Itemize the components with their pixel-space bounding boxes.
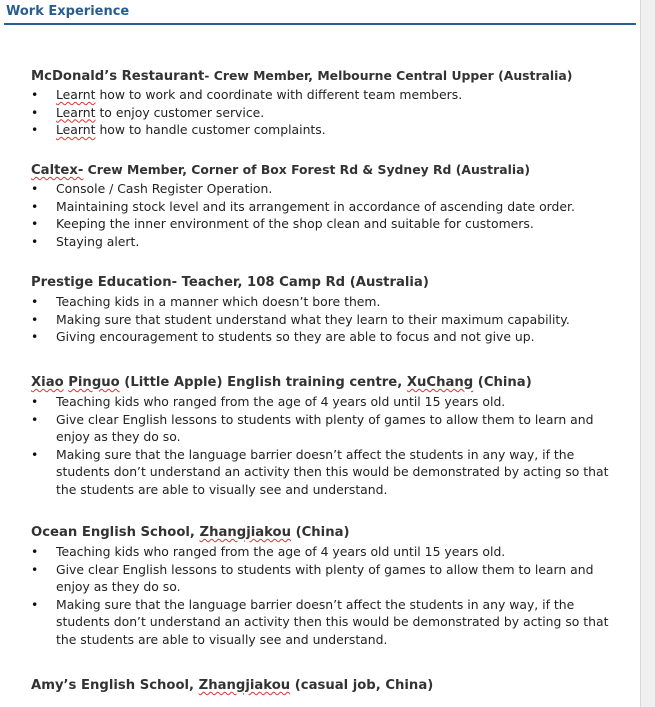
- list-item: • Making sure that student understand what they learn to their maximum capability.: [31, 311, 621, 329]
- role-location: Crew Member, Corner of Box Forest Rd & Sydney Rd (Australia): [83, 162, 531, 177]
- list-item: • Giving encouragement to students so they are able to focus and not give up.: [31, 328, 621, 346]
- job-amys-english: [31, 676, 621, 696]
- job-title: Amy’s English School, Zhangjiakou (casual job, China): [31, 678, 434, 693]
- list-item: • Making sure that the language barrier doesn’t affect the students in any way, if the students don’t understand an activity then this would be demonstrated by acting so that the students are able to visually see and understand.: [31, 596, 621, 649]
- spellcheck-word: Learnt: [56, 104, 96, 120]
- vertical-scrollbar[interactable]: [640, 0, 655, 707]
- job-caltex: [31, 160, 621, 250]
- job-little-apple: [31, 373, 621, 498]
- list-item: • Keeping the inner environment of the shop clean and suitable for customers.: [31, 215, 621, 233]
- job-title: [31, 66, 621, 86]
- list-item: • Teaching kids who ranged from the age of 4 years old until 15 years old.: [31, 543, 621, 561]
- list-item: • Teaching kids in a manner which doesn’t bore them.: [31, 293, 621, 311]
- list-item: • Maintaining stock level and its arrangement in accordance of ascending date order.: [31, 198, 621, 216]
- section-heading-bar: [4, 3, 636, 25]
- list-item: • Learnt to enjoy customer service.: [31, 104, 621, 122]
- list-item: • Making sure that the language barrier doesn’t affect the students in any way, if the students don’t understand an activity then this would be demonstrated by acting so that the students are able to visually see and understand.: [31, 446, 621, 499]
- job-ocean-english: [31, 523, 621, 648]
- role-location: - Crew Member, Melbourne Central Upper (Australia): [204, 68, 573, 83]
- employer-name: Caltex-: [31, 163, 84, 178]
- job-title: [31, 160, 621, 180]
- job-title: Prestige Education- Teacher, 108 Camp Rd (Australia): [31, 275, 429, 290]
- spellcheck-word: Learnt: [56, 87, 96, 102]
- job-prestige-education: [31, 273, 621, 346]
- list-item: • Give clear English lessons to students with plenty of games to allow them to learn and enjoy as they do so.: [31, 561, 621, 596]
- list-item: • Learnt how to handle customer complaints.: [31, 121, 621, 139]
- list-item: • Console / Cash Register Operation.: [31, 180, 621, 198]
- page-heading: Work Experience: [6, 4, 130, 19]
- list-item: • Teaching kids who ranged from the age of 4 years old until 15 years old.: [31, 393, 621, 411]
- job-title: Ocean English School, Zhangjiakou (China): [31, 525, 350, 540]
- job-mcdonalds: [31, 66, 621, 139]
- job-title: Xiao Pinguo (Little Apple) English training centre, XuChang (China): [31, 375, 532, 390]
- list-item: • Staying alert.: [31, 233, 621, 251]
- spellcheck-word: Learnt: [56, 122, 96, 137]
- list-item: • Learnt how to work and coordinate with different team members.: [31, 86, 621, 104]
- list-item: • Give clear English lessons to students with plenty of games to allow them to learn and enjoy as they do so.: [31, 411, 621, 446]
- employer-name: McDonald’s Restaurant: [31, 69, 205, 84]
